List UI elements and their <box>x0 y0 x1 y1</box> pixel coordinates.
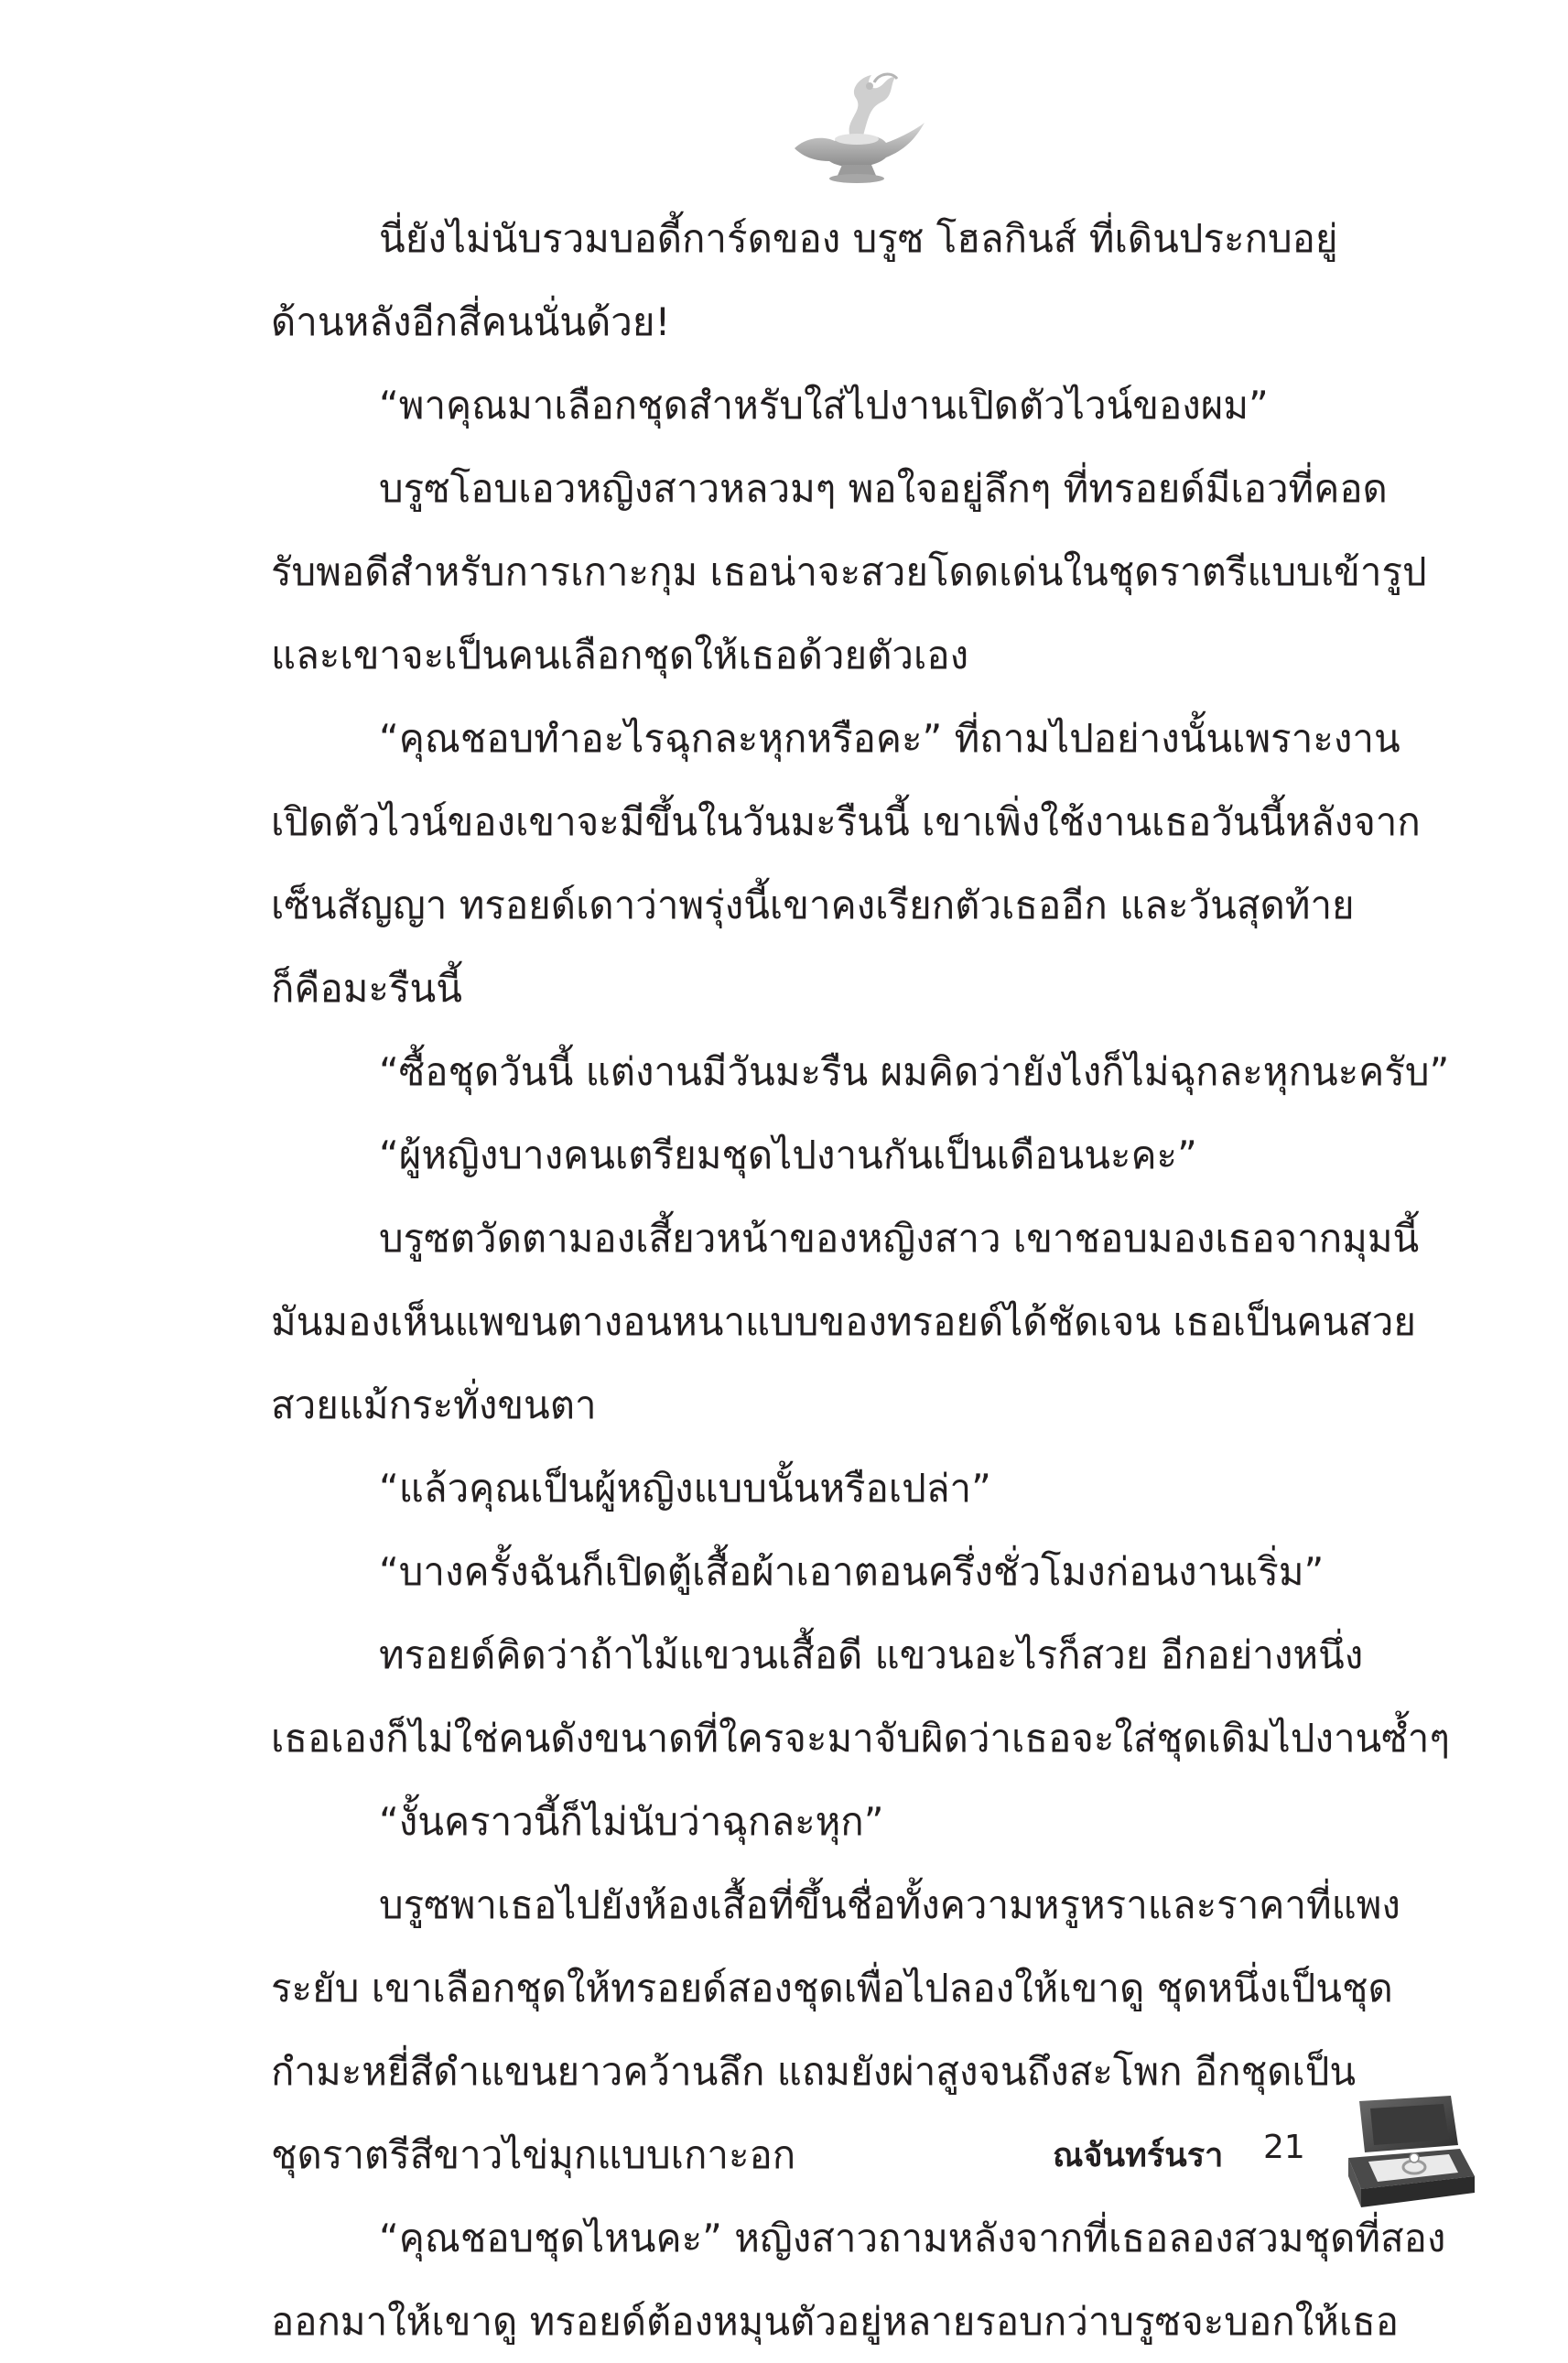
text-line: ก็คือมะรืนนี้ <box>271 966 462 1011</box>
text-line: ออกมาให้เขาดู ทรอยด์ต้องหมุนตัวอยู่หลายรอบกว่าบรูซจะบอกให้เธอ <box>271 2299 1400 2344</box>
text-line: นี่ยังไม่นับรวมบอดี้การ์ดของ บรูซ โฮลกินส์ ที่เดินประกบอยู่ <box>379 216 1338 261</box>
text-line: “งั้นคราวนี้ก็ไม่นับว่าฉุกละหุก” <box>379 1799 884 1844</box>
text-line: กำมะหยี่สีดำแขนยาวคว้านลึก แถมยังผ่าสูงจนถึงสะโพก อีกชุดเป็น <box>271 2049 1357 2094</box>
page-footer <box>1053 2092 1529 2229</box>
author-name: ณจันทร์นรา <box>1053 2137 1224 2174</box>
text-line: “คุณชอบชุดไหนคะ” หญิงสาวถามหลังจากที่เธอลองสวมชุดที่สอง <box>379 2216 1446 2260</box>
text-line: สวยแม้กระทั่งขนตา <box>271 1382 597 1427</box>
text-line: “แล้วคุณเป็นผู้หญิงแบบนั้นหรือเปล่า” <box>379 1466 991 1511</box>
text-line: เซ็นสัญญา ทรอยด์เดาว่าพรุ่งนี้เขาคงเรียกตัวเธออีก และวันสุดท้าย <box>271 883 1355 927</box>
text-line: ด้านหลังอีกสี่คนนั่นด้วย! <box>271 299 671 344</box>
text-line: บรูซโอบเอวหญิงสาวหลวมๆ พอใจอยู่ลึกๆ ที่ทรอยด์มีเอวที่คอด <box>379 466 1388 511</box>
body-text <box>271 197 1450 2363</box>
text-line: เปิดตัวไวน์ของเขาจะมีขึ้นในวันมะรืนนี้ เขาเพิ่งใช้งานเธอวันนี้หลังจาก <box>271 799 1421 844</box>
text-line: ทรอยด์คิดว่าถ้าไม้แขวนเสื้อดี แขวนอะไรก็สวย อีกอย่างหนึ่ง <box>379 1632 1364 1677</box>
page-number: 21 <box>1263 2129 1305 2166</box>
text-line: บรูซตวัดตามองเสี้ยวหน้าของหญิงสาว เขาชอบมองเธอจากมุมนี้ <box>379 1216 1420 1261</box>
text-line: เธอเองก็ไม่ใช่คนดังขนาดที่ใครจะมาจับผิดว่าเธอจะใส่ชุดเดิมไปงานซ้ำๆ <box>271 1716 1450 1761</box>
text-line: “คุณชอบทำอะไรฉุกละหุกหรือคะ” ที่ถามไปอย่างนั้นเพราะงาน <box>379 716 1400 761</box>
genie-lamp-icon <box>778 66 934 185</box>
text-line: มันมองเห็นแพขนตางอนหนาแบบของทรอยด์ได้ชัดเจน เธอเป็นคนสวย <box>271 1299 1416 1344</box>
text-line: “บางครั้งฉันก็เปิดตู้เสื้อผ้าเอาตอนครึ่งชั่วโมงก่อนงานเริ่ม” <box>379 1549 1325 1594</box>
text-line: บรูซพาเธอไปยังห้องเสื้อที่ขึ้นชื่อทั้งความหรูหราและราคาที่แพง <box>379 1882 1400 1927</box>
text-line: รับพอดีสำหรับการเกาะกุม เธอน่าจะสวยโดดเด่นในชุดราตรีแบบเข้ารูป <box>271 549 1427 594</box>
ring-box-icon <box>1341 2092 1478 2211</box>
text-line: “ผู้หญิงบางคนเตรียมชุดไปงานกันเป็นเดือนนะคะ” <box>379 1133 1197 1177</box>
text-line: ระยับ เขาเลือกชุดให้ทรอยด์สองชุดเพื่อไปลองให้เขาดู ชุดหนึ่งเป็นชุด <box>271 1966 1393 2011</box>
text-line: “พาคุณมาเลือกชุดสำหรับใส่ไปงานเปิดตัวไวน์ของผม” <box>379 383 1269 428</box>
text-line: ชุดราตรีสีขาวไข่มุกแบบเกาะอก <box>271 2132 796 2177</box>
text-line: และเขาจะเป็นคนเลือกชุดให้เธอด้วยตัวเอง <box>271 633 969 677</box>
text-line: “ซื้อชุดวันนี้ แต่งานมีวันมะรืน ผมคิดว่ายังไงก็ไม่ฉุกละหุกนะครับ” <box>379 1049 1450 1094</box>
